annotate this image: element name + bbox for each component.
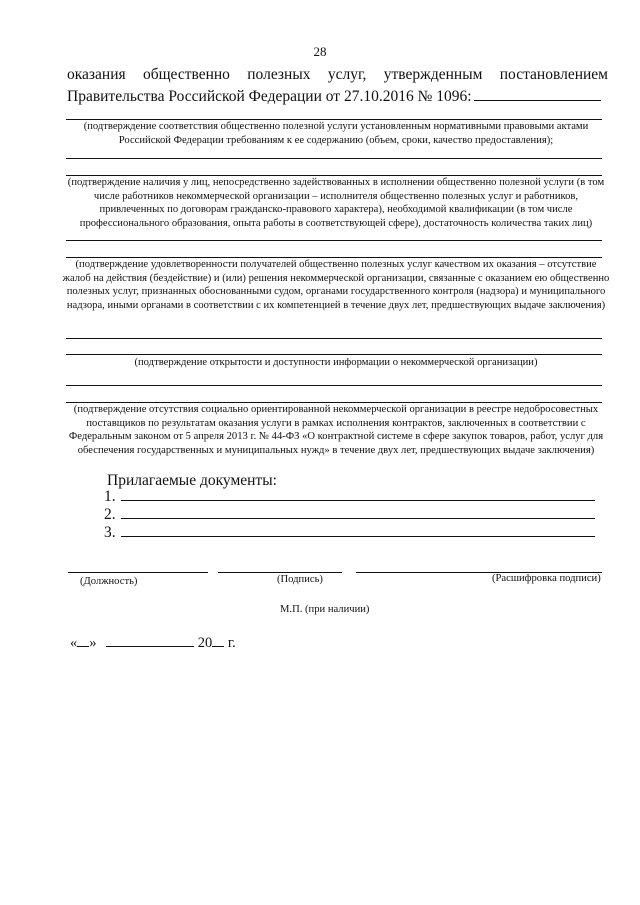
fill-line[interactable]	[66, 240, 602, 241]
attachment-number: 1.	[104, 488, 116, 505]
date-year-suffix: г.	[227, 635, 236, 651]
intro-blank-field[interactable]	[474, 86, 601, 101]
fill-line[interactable]	[66, 385, 602, 386]
attachment-number: 2.	[104, 506, 116, 523]
intro-word: услуг,	[327, 66, 367, 83]
attachment-line-1[interactable]	[121, 500, 595, 501]
intro-word: оказания	[67, 66, 126, 83]
date-line	[70, 634, 236, 652]
caption-staff-qualification: (подтверждение наличия у лиц, непосредственно задействованных в исполнении общественно полезной услуги (в том числе работников некоммерческой организации – исполнителя общественно полезных услуг и работников, привлеченных по договорам гражданско-правового характера), необходимой квалификации (в том числе профессионального образования, опыта работы в соответствующей сфере), достаточность количества таких лиц)	[67, 177, 605, 229]
page-number: 28	[313, 44, 327, 59]
date-quote-open: «	[70, 635, 78, 651]
fill-line[interactable]	[66, 338, 602, 339]
intro-word: утвержденным	[383, 66, 483, 83]
date-day-field[interactable]	[77, 634, 89, 647]
fill-line[interactable]	[66, 158, 602, 159]
intro-line-2	[67, 86, 601, 106]
date-year-prefix: 20	[197, 635, 213, 651]
attachments-title: Прилагаемые документы:	[107, 472, 277, 489]
caption-no-dishonest-registry: (подтверждение отсутствия социально ориентированной некоммерческой организации в реестре недобросовестных поставщиков по результатам оказания услуги в рамках исполнения контрактов, заключенных в соответствии с Федеральным законом от 5 апреля 2013 г. № 44-ФЗ «О контрактной системе в сфере закупок товаров, работ, услуг для обеспечения государственных и муниципальных нужд» в течение двух лет, предшествующих выдаче заключения)	[68, 404, 604, 456]
attachment-line-2[interactable]	[121, 518, 595, 519]
position-label: (Должность)	[80, 576, 138, 587]
intro-line-2-text: Правительства Российской Федерации от 27.10.2016 № 1096:	[67, 88, 472, 105]
attachment-line-3[interactable]	[121, 536, 595, 537]
signature-line[interactable]	[218, 572, 342, 573]
intro-word: полезных	[247, 66, 311, 83]
caption-content-compliance: (подтверждение соответствия общественно полезной услуги установленным нормативными правовыми актами Российской Федерации требованиям к ее содержанию (объем, сроки, качество предоставления);	[83, 121, 589, 146]
date-quote-close: »	[89, 635, 97, 651]
fill-line[interactable]	[66, 354, 602, 355]
date-year-field[interactable]	[212, 634, 224, 647]
caption-openness: (подтверждение открытости и доступности информации о некоммерческой организации)	[134, 357, 538, 368]
signature-label: (Подпись)	[277, 574, 323, 585]
intro-word: общественно	[142, 66, 230, 83]
position-line[interactable]	[68, 572, 208, 573]
stamp-label: М.П. (при наличии)	[280, 604, 370, 615]
attachment-number: 3.	[104, 524, 116, 541]
intro-word: постановлением	[499, 66, 608, 83]
date-month-field[interactable]	[106, 634, 194, 647]
intro-line-1	[67, 66, 608, 84]
decoding-label: (Расшифровка подписи)	[492, 573, 601, 584]
caption-recipient-satisfaction: (подтверждение удовлетворенности получателей общественно полезных услуг качеством их оказания – отсутствие жалоб на действия (бездействие) и (или) решения некоммерческой организации, связанные с оказанием ею общественно полезных услуг, признанных обоснованными судом, органами государственного контроля (надзора) и муниципального надзора, иными органами в соответствии с их компетенцией в течение двух лет, предшествующих выдаче заключения)	[62, 259, 610, 311]
